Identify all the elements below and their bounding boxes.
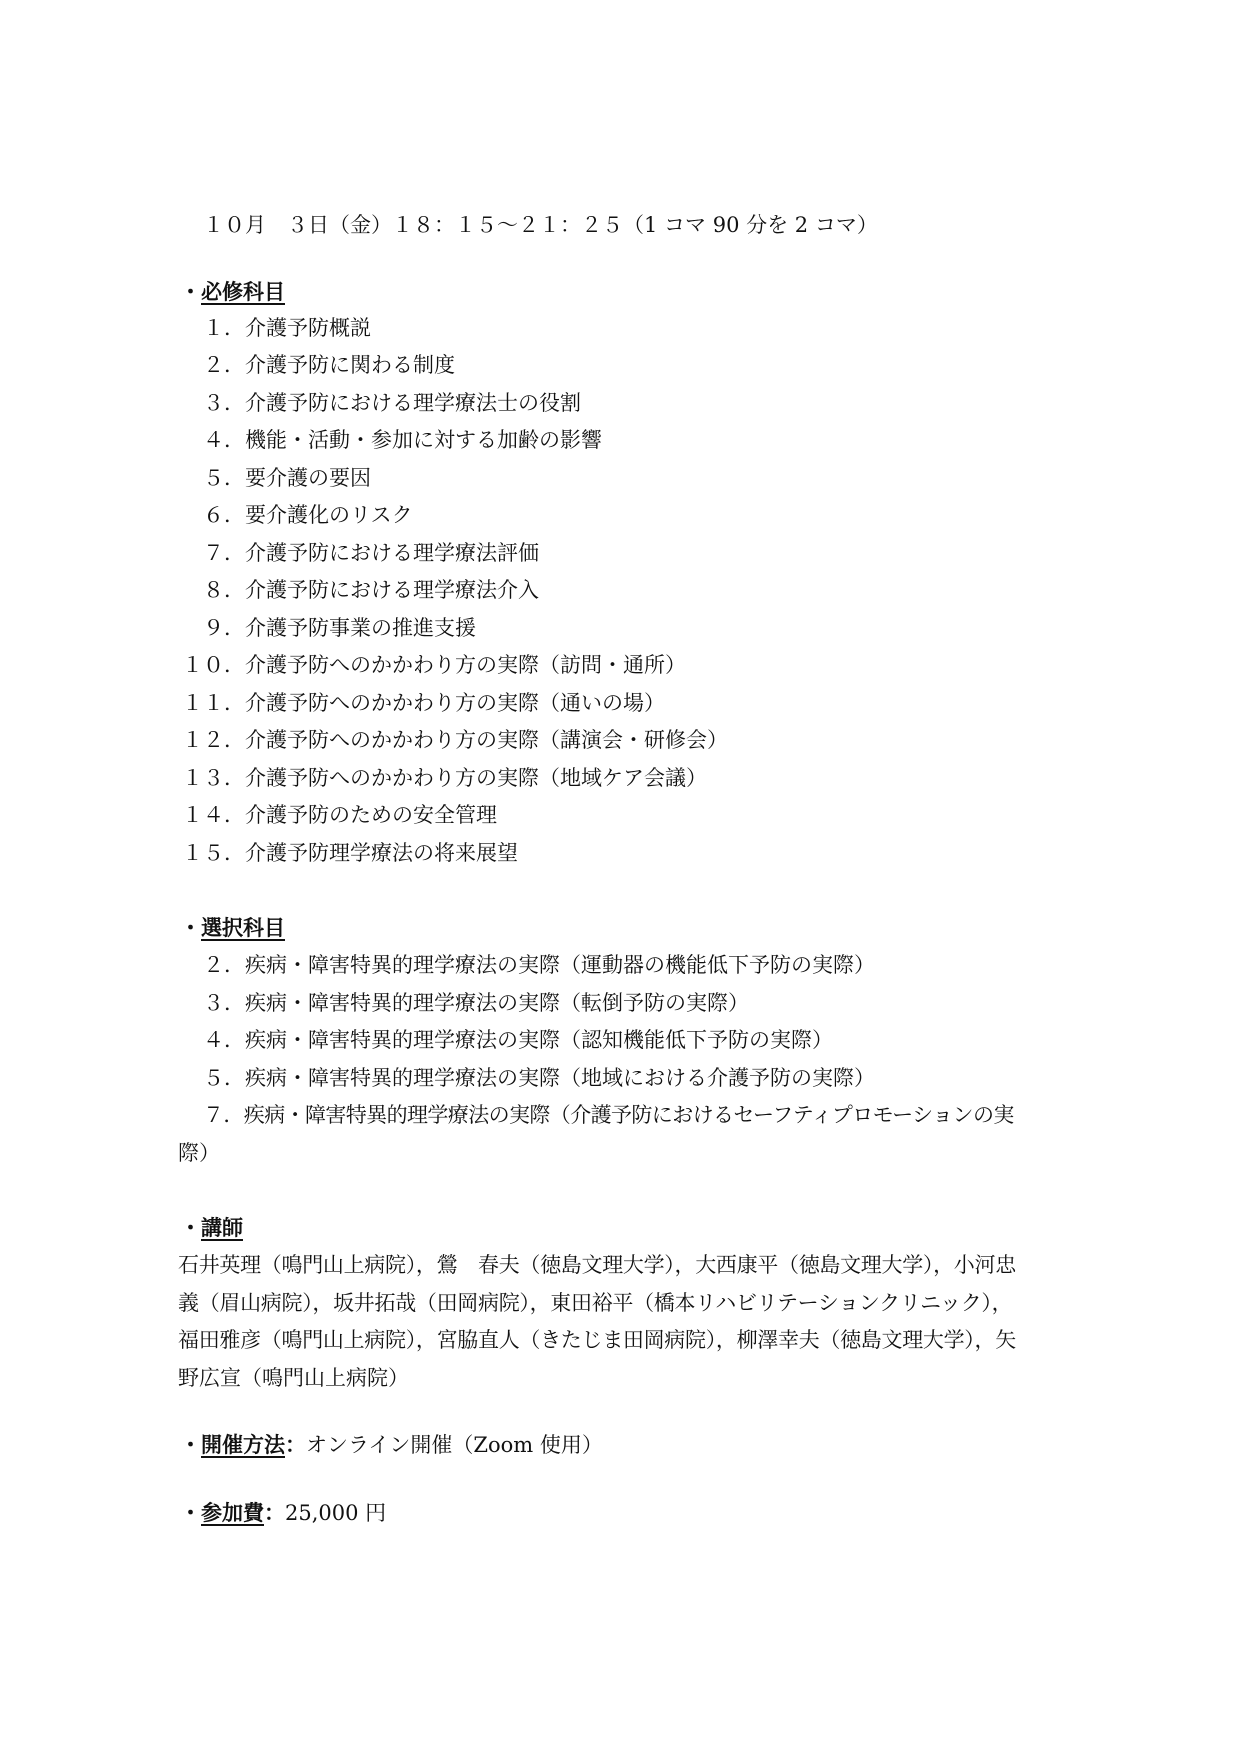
required-item-9: ９．介護予防事業の推進支援	[203, 616, 476, 640]
bullet: ・	[180, 1216, 201, 1240]
method-heading: 開催方法	[201, 1433, 285, 1457]
required-item-13: １３．介護予防へのかかわり方の実際（地域ケア会議）	[182, 766, 707, 790]
required-item-4: ４．機能・活動・参加に対する加齢の影響	[203, 428, 602, 452]
elective-item-3: ３．疾病・障害特異的理学療法の実際（転倒予防の実際）	[203, 991, 749, 1015]
elective-item-4: ４．疾病・障害特異的理学療法の実際（認知機能低下予防の実際）	[203, 1028, 833, 1052]
method-colon: ：	[285, 1433, 306, 1457]
required-item-10: １０．介護予防へのかかわり方の実際（訪問・通所）	[182, 653, 686, 677]
bullet: ・	[180, 280, 201, 304]
required-heading-label: 必修科目	[201, 280, 285, 304]
elective-item-5: ５．疾病・障害特異的理学療法の実際（地域における介護予防の実際）	[203, 1066, 875, 1090]
elective-heading-label: 選択科目	[201, 916, 285, 940]
required-item-2: ２．介護予防に関わる制度	[203, 353, 455, 377]
bullet: ・	[180, 1501, 201, 1525]
lecturers-line-4: 野広宣（鳴門山上病院）	[178, 1366, 409, 1390]
lecturers-line-2: 義（眉山病院），坂井拓哉（田岡病院），東田裕平（橋本リハビリテーションクリニック），	[178, 1291, 1013, 1315]
fee-value: 25,000 円	[285, 1501, 387, 1525]
required-item-7: ７．介護予防における理学療法評価	[203, 541, 539, 565]
fee-colon: ：	[264, 1501, 285, 1525]
required-item-15: １５．介護予防理学療法の将来展望	[182, 841, 518, 865]
required-item-5: ５．要介護の要因	[203, 466, 371, 490]
required-item-6: ６．要介護化のリスク	[203, 503, 413, 527]
required-item-1: １．介護予防概説	[203, 316, 371, 340]
elective-item-7-cont: 際）	[178, 1141, 220, 1165]
elective-heading	[180, 913, 285, 943]
required-item-11: １１．介護予防へのかかわり方の実際（通いの場）	[182, 691, 665, 715]
required-item-14: １４．介護予防のための安全管理	[182, 803, 497, 827]
method-row	[180, 1430, 603, 1460]
required-item-12: １２．介護予防へのかかわり方の実際（講演会・研修会）	[182, 728, 728, 752]
elective-item-7: ７．疾病・障害特異的理学療法の実際（介護予防におけるセーフティプロモーションの実	[203, 1103, 1014, 1127]
required-item-8: ８．介護予防における理学療法介入	[203, 578, 539, 602]
elective-item-2: ２．疾病・障害特異的理学療法の実際（運動器の機能低下予防の実際）	[203, 953, 875, 977]
method-value: オンライン開催（Zoom 使用）	[306, 1433, 603, 1457]
required-heading	[180, 277, 285, 307]
bullet: ・	[180, 1433, 201, 1457]
lecturers-line-1: 石井英理（鳴門山上病院），鶯 春夫（徳島文理大学），大西康平（徳島文理大学），小河忠	[178, 1253, 1016, 1277]
lecturers-heading-label: 講師	[201, 1216, 243, 1240]
fee-row	[180, 1498, 386, 1528]
required-item-3: ３．介護予防における理学療法士の役割	[203, 391, 581, 415]
fee-heading: 参加費	[201, 1501, 264, 1525]
bullet: ・	[180, 916, 201, 940]
lecturers-heading	[180, 1213, 243, 1243]
lecturers-line-3: 福田雅彦（鳴門山上病院），宮脇直人（きたじま田岡病院），柳澤幸夫（徳島文理大学），矢	[178, 1328, 1016, 1352]
schedule-text: １０月 ３日（金）１８：１５～２１：２５（1 コマ 90 分を 2 コマ）	[203, 213, 878, 237]
